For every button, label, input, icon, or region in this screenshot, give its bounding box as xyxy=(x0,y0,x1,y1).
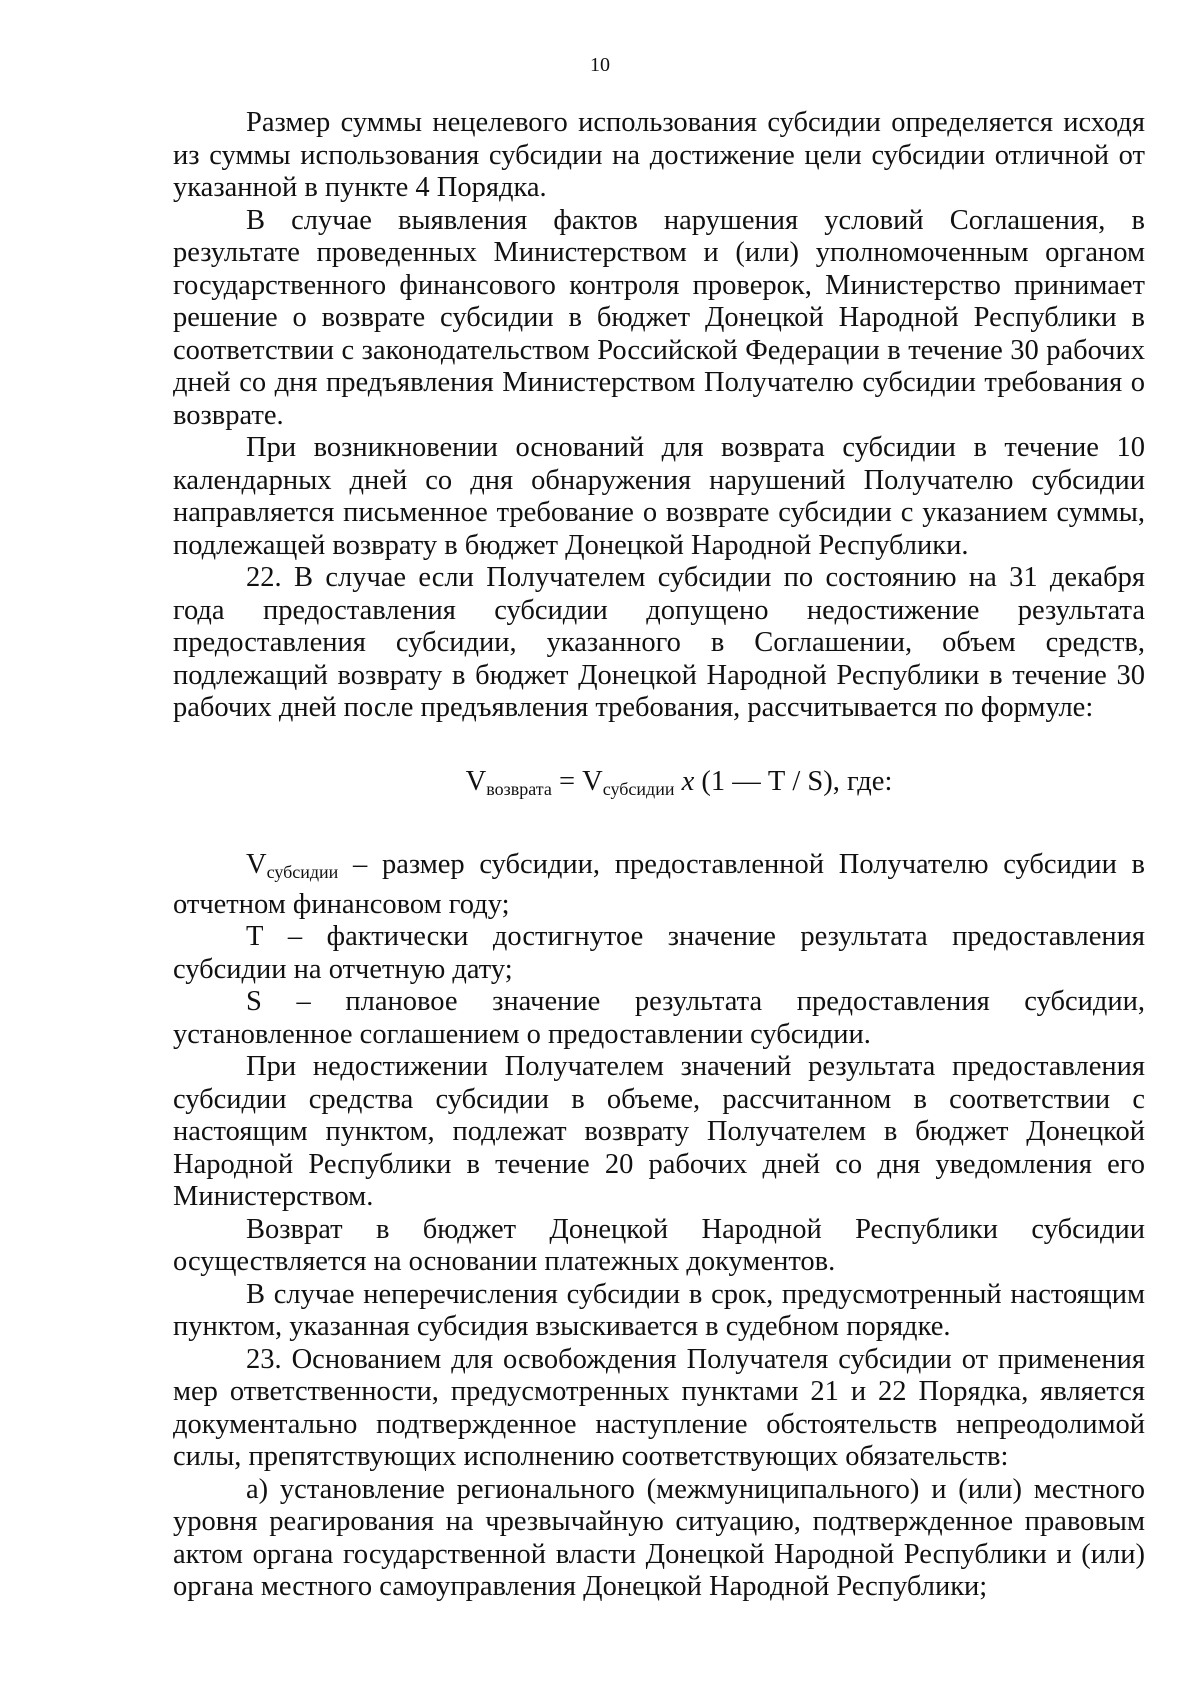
paragraph: При недостижении Получателем значений результата предоставления субсидии средства субсидии в объеме, рассчитанном в соответствии с настоящим пунктом, подлежат возврату Получателем в бюджет Донецкой Народной Республики в течение 20 рабочих дней со дня уведомления его Министерством. xyxy=(173,1051,1145,1212)
definition-text: – фактически достигнутое значение результата предоставления субсидии на отчетную дату; xyxy=(173,921,1145,985)
paragraph-23-a: а) установление регионального (межмуниципального) и (или) местного уровня реагирования на чрезвычайную ситуацию, подтвержденное правовым актом органа государственной власти Донецкой Народной Республики и (или) органа местного самоуправления Донецкой Народной Республики; xyxy=(173,1473,1145,1602)
page-number: 10 xyxy=(590,54,610,76)
definition-text: – размер субсидии, предоставленной Получателю субсидии в отчетном финансовом году; xyxy=(173,849,1145,920)
paragraph: При возникновении оснований для возврата субсидии в течение 10 календарных дней со дня обнаружения нарушений Получателю субсидии направляется письменное требование о возврате субсидии с указанием суммы, подлежащей возврату в бюджет Донецкой Народной Республики. xyxy=(173,432,1145,561)
formula-times: x xyxy=(674,765,702,797)
formula-rhs-subscript: субсидии xyxy=(602,778,675,799)
paragraph-22: 22. В случае если Получателем субсидии по состоянию на 31 декабря года предоставления субсидии допущено недостижение результата предоставления субсидии, указанного в Соглашении, объем средств, подлежащий возврату в бюджет Донецкой Народной Республики в течение 30 рабочих дней после предъявления требования, рассчитывается по формуле: xyxy=(173,562,1145,723)
definition-s xyxy=(173,986,1145,1051)
definition-text: – плановое значение результата предоставления субсидии, установленное соглашением о предоставлении субсидии. xyxy=(173,986,1145,1050)
definition-var: V xyxy=(246,849,267,880)
definition-subscript: субсидии xyxy=(266,862,339,882)
formula-expression: (1 — Т / S), где: xyxy=(701,765,893,797)
definition-v-subsidy xyxy=(173,849,1145,921)
paragraph-23: 23. Основанием для освобождения Получателя субсидии от применения мер ответственности, предусмотренных пунктами 21 и 22 Порядка, является документально подтвержденное наступление обстоятельств непреодолимой силы, препятствующих исполнению соответствующих обязательств: xyxy=(173,1343,1145,1472)
paragraph: Возврат в бюджет Донецкой Народной Республики субсидии осуществляется на основании платежных документов. xyxy=(173,1213,1145,1277)
definition-var: S xyxy=(246,986,262,1017)
paragraph: Размер суммы нецелевого использования субсидии определяется исходя из суммы использования субсидии на достижение цели субсидии отличной от указанной в пункте 4 Порядка. xyxy=(173,107,1145,203)
formula-lhs-subscript: возврата xyxy=(486,778,552,799)
formula-equals: = xyxy=(551,765,583,797)
definition-var: Т xyxy=(246,921,264,952)
paragraph: В случае неперечисления субсидии в срок, предусмотренный настоящим пунктом, указанная субсидия взыскивается в судебном порядке. xyxy=(173,1278,1145,1342)
document-body xyxy=(173,107,1145,1604)
formula-rhs-var: V xyxy=(582,765,603,797)
formula xyxy=(173,766,1145,806)
formula-lhs-var: V xyxy=(465,765,487,797)
definition-t xyxy=(173,921,1145,986)
paragraph: В случае выявления фактов нарушения условий Соглашения, в результате проведенных Министерством и (или) уполномоченным органом государственного финансового контроля проверок, Министерство принимает решение о возврате субсидии в бюджет Донецкой Народной Республики в соответствии с законодательством Российской Федерации в течение 30 рабочих дней со дня предъявления Министерством Получателю субсидии требования о возврате. xyxy=(173,204,1145,431)
